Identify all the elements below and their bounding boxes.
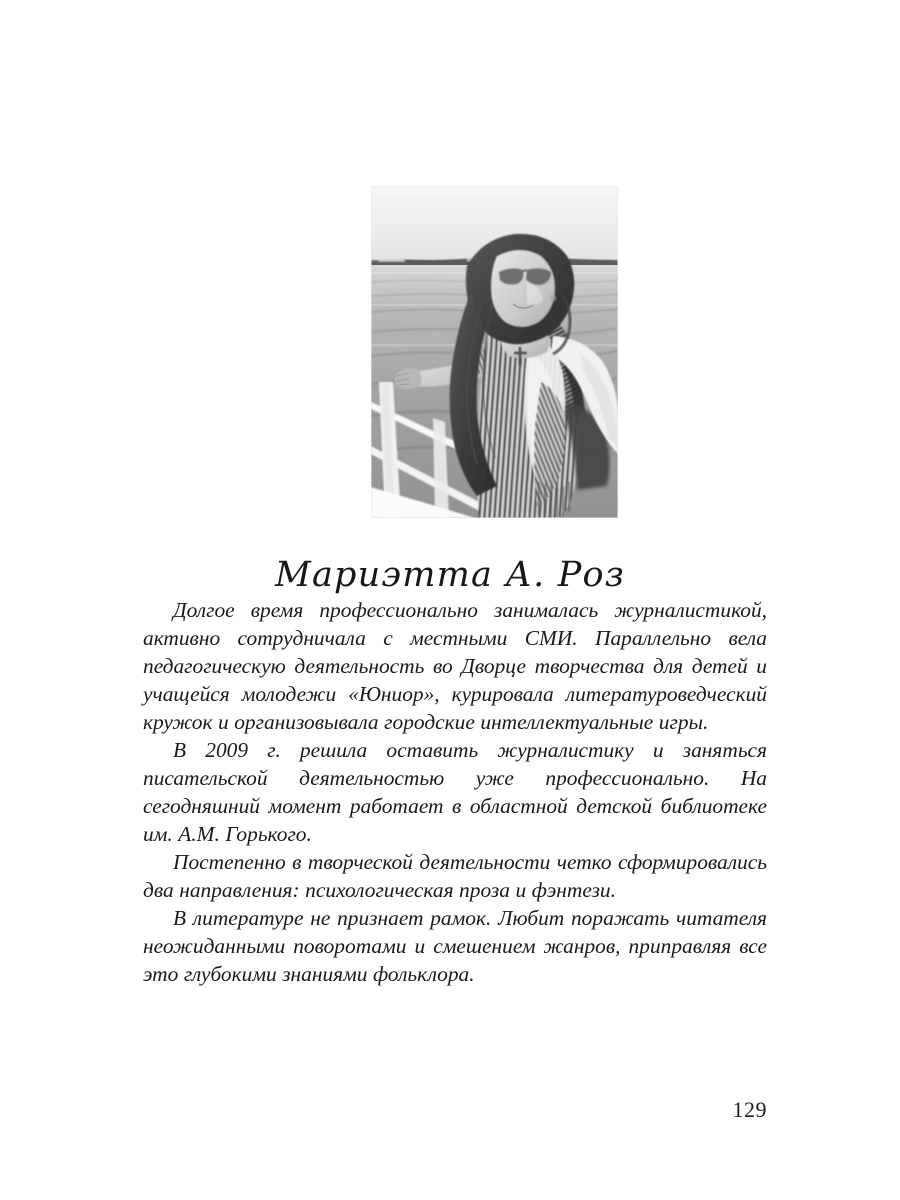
paragraph-4: В литературе не признает рамок. Любит поражать читателя неожиданными поворотами и смешением жанров, приправляя все это глубокими знаниями фольклора. — [143, 906, 767, 986]
paragraph-1: Долгое время профессионально занималась журналистикой, активно сотрудничала с местными СМИ. Параллельно вела педагогическую деятельность во Дворце творчества для детей и учащейся молодежи «Юниор», курировала литературоведческий кружок и организовывала городские интеллектуальные игры. — [143, 598, 767, 734]
paragraph-3: Постепенно в творческой деятельности четко сформировались два направления: психологическая проза и фэнтези. — [143, 850, 767, 902]
author-photo-image — [371, 186, 618, 518]
paragraph-2: В 2009 г. решила оставить журналистику и заняться писательской деятельностью уже профессионально. На сегодняшний момент работает в областной детской библиотеке им. А.М. Горького. — [143, 738, 767, 846]
page-number: 129 — [732, 1097, 767, 1122]
body-text — [143, 596, 767, 988]
page-title: Мариэтта А. Роз — [274, 555, 626, 596]
author-photo — [371, 186, 618, 518]
